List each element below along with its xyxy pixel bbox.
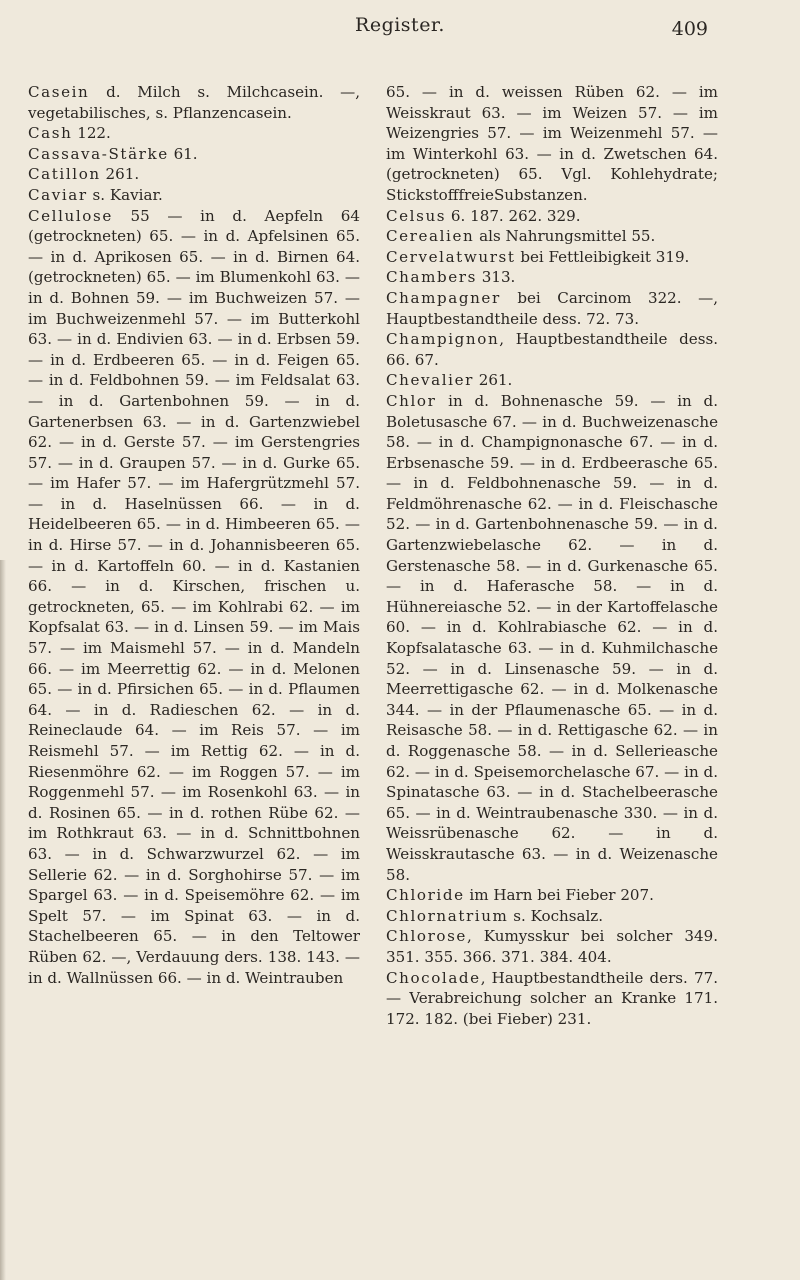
index-column-right [386,82,718,1029]
index-entry [386,926,718,967]
index-entry [386,206,718,227]
index-entry-text: d. Milch s. Milchcasein. —, vegetabilisches, s. Pflanzencasein. [28,83,360,122]
index-entry-text: s. Kaviar. [87,185,163,204]
index-keyword: Caviar [28,185,88,204]
index-keyword: Chlor [386,391,437,410]
index-entry [386,885,718,906]
index-keyword: Cervelatwurst [386,247,516,266]
index-entry [386,247,718,268]
index-keyword: Catillon [28,165,101,184]
index-keyword: Chambers [386,268,477,287]
index-entry-text: 65. — in d. weissen Rüben 62. — im Weisskraut 63. — im Weizen 57. — im Weizengries 57. — im Weizenmehl 57. — im Winterkohl 63. — in d. Zwetschen 64. (getrockneten) 65. Vgl. Kohlehydrate; StickstofffreieSubstanzen. [386,83,718,204]
index-entry-text: in d. Bohnenasche 59. — in d. Boletusasche 67. — in d. Buchweizenasche 58. — in d. Champignonasche 67. — in d. Erbsenasche 59. — in d. Erdbeerasche 65. — in d. Feldbohnenasche 59. — in d. Feldmöhrenasche 62. — in d. Fleischasche 52. — in d. Gartenbohnenasche 59. — in d. Gartenzwiebelasche 62. — in d. Gerstenasche 58. — in d. Gurkenasche 65. — in d. Haferasche 58. — in d. Hühnereiasche 52. — in der Kartoffelasche 60. — in d. Kohlrabiasche 62. — in d. Kopfsalatasche 63. — in d. Kuhmilchasche 52. — in d. Linsenasche 59. — in d. Meerrettigasche 62. — in d. Molkenasche 344. — in der Pflaumenasche 65. — in d. Reisasche 58. — in d. Rettigasche 62. — in d. Roggenasche 58. — in d. Sellerieasche 62. — in d. Speisemorchelasche 67. — in d. Spinatasche 63. — in d. Stachelbeerasche 65. — in d. Weintraubenasche 330. — in d. Weissrübenasche 62. — in d. Weisskrautasche 63. — in d. Weizenasche 58. [386,391,718,884]
index-entry [386,968,718,1030]
index-keyword: Cellulose [28,206,113,225]
index-keyword: Casein [28,83,90,101]
index-entry-text: , Hauptbestandtheile ders. 77. — Verabreichung solcher an Kranke 171. 172. 182. (bei Fieber) 231. [386,968,718,1028]
index-entry [28,164,360,185]
index-entry [386,267,718,288]
index-entry-text: 261. [100,165,140,184]
index-entry [386,329,718,370]
index-entry [28,206,360,989]
index-entry-text: bei Fettleibigkeit 319. [515,247,690,266]
index-entry-text: 122. [72,124,111,143]
index-keyword: Cerealien [386,227,475,246]
index-entry-text: bei Carcinom 322. —, Hauptbestandtheile dess. 72. 73. [386,288,718,328]
index-entry-text: 55 — in d. Aepfeln 64 (getrockneten) 65. — in d. Apfelsinen 65. — in d. Aprikosen 65. — in d. Birnen 64. (getrockneten) 65. — im Blumenkohl 63. — in d. Bohnen 59. — im Buchweizen 57. — im Buchweizenmehl 57. — im Butterkohl 63. — in d. Endivien 63. — in d. Erbsen 59. — in d. Erdbeeren 65. — in d. Feigen 65. — in d. Feldbohnen 59. — im Feldsalat 63. — in d. Gartenbohnen 59. — in d. Gartenerbsen 63. — in d. Gartenzwiebel 62. — in d. Gerste 57. — im Gerstengries 57. — in d. Graupen 57. — in d. Gurke 65. — im Hafer 57. — im Hafergrützmehl 57. — in d. Haselnüssen 66. — in d. Heidelbeeren 65. — in d. Himbeeren 65. — in d. Hirse 57. — in d. Johannisbeeren 65. — in d. Kartoffeln 60. — in d. Kastanien 66. — in d. Kirschen, frischen u. getrockneten, 65. — im Kohlrabi 62. — im Kopfsalat 63. — in d. Linsen 59. — im Mais 57. — im Maismehl 57. — in d. Mandeln 66. — im Meerrettig 62. — in d. Melonen 65. — in d. Pfirsichen 65. — in d. Pflaumen 64. — in d. Radieschen 62. — in d. Reineclaude 64. — im Reis 57. — im Reismehl 57. — im Rettig 62. — in d. Riesenmöhre 62. — im Roggen 57. — im Roggenmehl 57. — im Rosenkohl 63. — in d. Rosinen 65. — in d. rothen Rübe 62. — im Rothkraut 63. — in d. Schnittbohnen 63. — in d. Schwarzwurzel 62. — im Sellerie 62. — in d. Sorghohirse 57. — im Spargel 63. — in d. Speisemöhre 62. — im Spelt 57. — im Spinat 63. — in d. Stachelbeeren 65. — in den Teltower Rüben 62. —, Verdauung ders. 138. 143. — in d. Wallnüssen 66. — in d. Weintrauben [28,206,360,987]
index-entry-text: im Harn bei Fieber 207. [464,886,654,905]
index-keyword: Chevalier [386,371,474,390]
index-entry [28,123,360,144]
index-entry [386,370,718,391]
index-entry [386,82,718,206]
index-entry-text: 61. [168,144,198,163]
index-entry [386,226,718,247]
index-entry [28,82,360,123]
index-entry-text: 6. 187. 262. 329. [446,206,581,225]
index-entry-text: , Hauptbestandtheile dess. 66. 67. [386,330,718,369]
index-column-left [28,82,360,988]
index-keyword: Chocolade [386,968,481,987]
index-keyword: Celsus [386,206,447,225]
index-keyword: Chloride [386,886,465,905]
index-keyword: Champignon [386,330,500,349]
index-entry-text: s. Kochsalz. [508,906,604,925]
index-entry-text: als Nahrungsmittel 55. [474,227,656,246]
index-entry [28,144,360,165]
index-entry-text: 261. [473,371,513,390]
index-keyword: Chlorose [386,927,467,946]
index-entry [386,906,718,927]
index-keyword: Champagner [386,288,501,307]
index-entry [386,288,718,329]
index-entry [386,391,718,885]
index-entry [28,185,360,206]
page-number: 409 [671,18,708,40]
running-header: Register. [355,14,445,36]
index-keyword: Cash [28,124,73,143]
index-entry-text: , Kumysskur bei solcher 349. 351. 355. 366. 371. 384. 404. [386,927,718,966]
index-keyword: Cassava-Stärke [28,144,169,163]
binding-shadow [0,560,6,1280]
index-keyword: Chlornatrium [386,906,509,925]
index-entry-text: 313. [476,268,516,287]
